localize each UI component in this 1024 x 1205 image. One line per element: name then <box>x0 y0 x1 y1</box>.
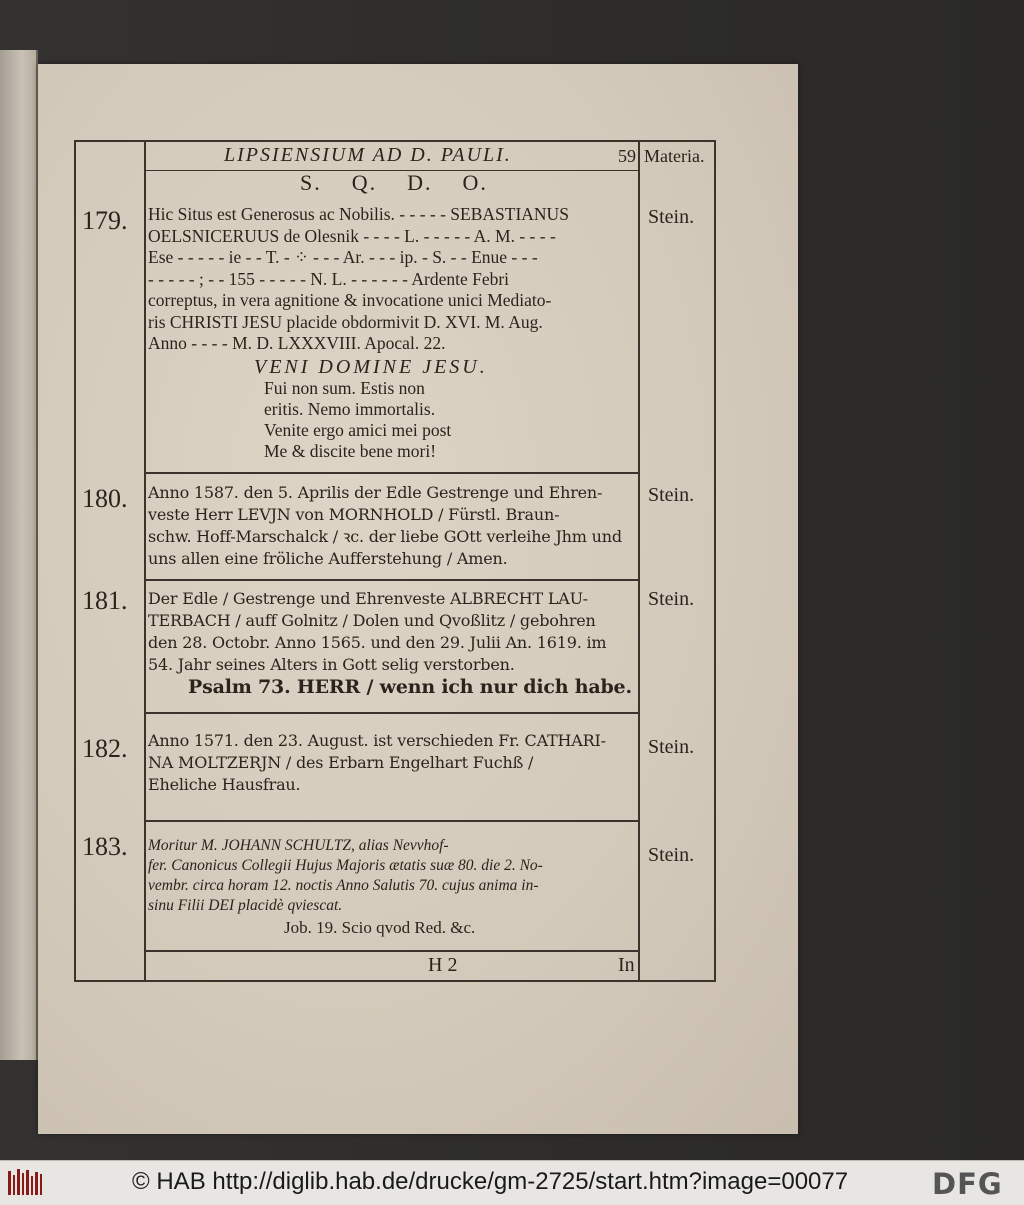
entry-line: OELSNICERUUS de Olesnik - - - - L. - - - - - A. M. - - - - <box>148 225 556 246</box>
entry-divider-4 <box>144 820 638 822</box>
frame-left-rule <box>74 140 76 982</box>
signature-mark: H 2 <box>428 954 458 976</box>
entry-text-183 <box>148 836 634 916</box>
scanned-page <box>38 64 798 1134</box>
text-column-rule <box>638 140 640 982</box>
material-179: Stein. <box>648 206 695 228</box>
material-181: Stein. <box>648 588 695 610</box>
entry-text-179 <box>148 204 634 355</box>
entry-line: vembr. circa horam 12. noctis Anno Salutis 70. cujus anima in- <box>148 877 539 894</box>
psalm-line: Psalm 73. HERR / wenn ich nur dich habe. <box>188 676 632 698</box>
entry-line: Der Edle / Gestrenge und Ehrenveste ALBRECHT LAU- <box>148 589 588 608</box>
section-heading: S. Q. D. O. <box>300 170 488 195</box>
footer-bar <box>0 1160 1024 1205</box>
entry-number-182: 182. <box>82 734 128 763</box>
entry-line: 54. Jahr seines Alters in Gott selig verstorben. <box>148 655 515 674</box>
entry-line: Hic Situs est Generosus ac Nobilis. - - - - - SEBASTIANUS <box>148 204 569 224</box>
verse-title: VENI DOMINE JESU. <box>254 356 488 378</box>
entry-number-180: 180. <box>82 484 128 513</box>
entry-divider-1 <box>144 472 638 474</box>
entry-line: TERBACH / auff Golnitz / Dolen und Qvoßlitz / gebohren <box>148 611 596 630</box>
entry-text-182 <box>148 730 634 796</box>
entry-number-181: 181. <box>82 586 128 615</box>
entry-line: veste Herr LEVJN von MORNHOLD / Fürstl. Braun- <box>148 505 560 524</box>
verse-block <box>264 378 451 462</box>
entry-line: correptus, in vera agnitione & invocatione unici Mediato- <box>148 290 552 310</box>
entry-number-179: 179. <box>82 206 128 235</box>
page-number: 59 <box>618 146 636 166</box>
entry-line: Eheliche Hausfrau. <box>148 775 301 794</box>
entry-text-181 <box>148 588 634 676</box>
frame-right-rule <box>714 140 716 982</box>
facing-page-edge <box>0 50 38 1060</box>
dfg-logo: DFG <box>932 1167 1003 1201</box>
entry-line: Anno 1587. den 5. Aprilis der Edle Gestrenge und Ehren- <box>148 483 603 502</box>
entry-divider-2 <box>144 579 638 581</box>
entry-line: schw. Hoff-Marschalck / ꝛc. der liebe GOtt verleihe Jhm und <box>148 527 622 546</box>
frame-top-rule <box>74 140 716 142</box>
number-column-rule <box>144 140 146 982</box>
material-180: Stein. <box>648 484 695 506</box>
verse-line: Fui non sum. Estis non <box>264 378 425 398</box>
entry-line: fer. Canonicus Collegii Hujus Majoris ætatis suæ 80. die 2. No- <box>148 857 543 874</box>
entry-number-183: 183. <box>82 832 128 861</box>
hab-barcode-logo <box>6 1167 46 1199</box>
verse-line: Me & discite bene mori! <box>264 441 437 461</box>
material-183: Stein. <box>648 844 695 866</box>
material-182: Stein. <box>648 736 695 758</box>
entry-line: sinu Filii DEI placidè qviescat. <box>148 897 343 914</box>
entry-text-180 <box>148 482 634 570</box>
entry-line: den 28. Octobr. Anno 1565. und den 29. Julii An. 1619. im <box>148 633 607 652</box>
entry-divider-5 <box>144 950 638 952</box>
entry-line: NA MOLTZERJN / des Erbarn Engelhart Fuchß / <box>148 753 534 772</box>
entry-line: Anno - - - - M. D. LXXXVIII. Apocal. 22. <box>148 333 446 353</box>
entry-line: ris CHRISTI JESU placide obdormivit D. XVI. M. Aug. <box>148 311 543 332</box>
column-label: Materia. <box>644 146 705 166</box>
entry-line: uns allen eine frӧliche Aufferstehung / Amen. <box>148 549 508 568</box>
verse-line: eritis. Nemo immortalis. <box>264 399 436 419</box>
running-head: LIPSIENSIUM AD D. PAULI. <box>224 144 512 166</box>
closing-line: Job. 19. Scio qvod Red. &c. <box>284 918 476 937</box>
frame-bottom-rule <box>74 980 716 982</box>
entry-line: Moritur M. JOHANN SCHULTZ, alias Nevvhof- <box>148 837 449 854</box>
verse-line: Venite ergo amici mei post <box>264 420 452 440</box>
entry-line: Anno 1571. den 23. August. ist verschieden Fr. CATHARI- <box>148 731 606 750</box>
copyright-url[interactable]: © HAB http://diglib.hab.de/drucke/gm-2725/start.htm?image=00077 <box>132 1168 849 1195</box>
entry-line: - - - - - ; - - 155 - - - - - N. L. - - - - - - Ardente Febri <box>148 268 510 289</box>
entry-line: Ese - - - - - ie - - T. - ⁘ - - - Ar. - - - ip. - S. - - Enue - - - <box>148 247 538 267</box>
catchword: In <box>618 954 635 976</box>
entry-divider-3 <box>144 712 638 714</box>
